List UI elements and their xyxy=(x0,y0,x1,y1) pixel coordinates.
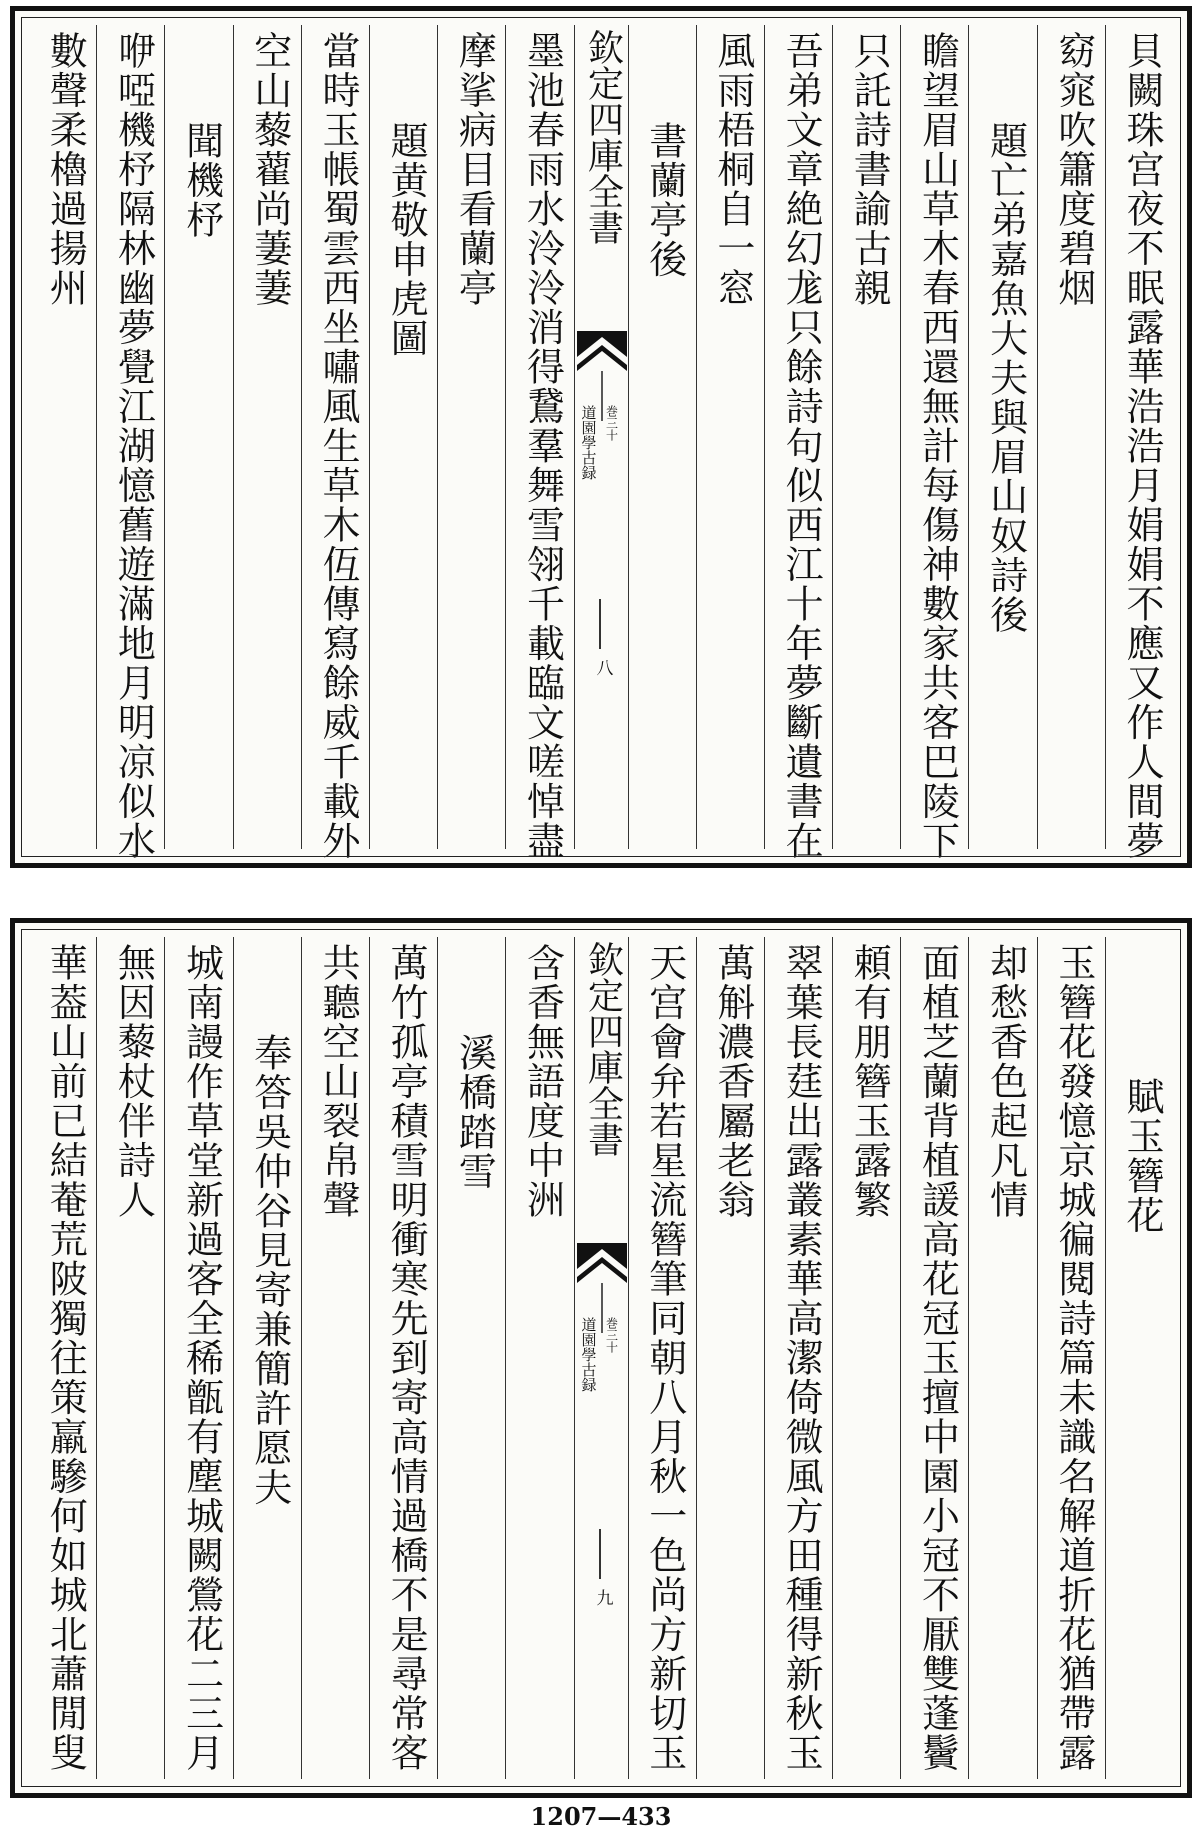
poem-line: 墨池春雨水泠泠消得鵞羣舞雪翎千載臨文嗟悼盡 xyxy=(520,31,565,861)
center-book-title: 欽定四庫全書 xyxy=(582,941,624,1157)
text-column xyxy=(628,937,696,1779)
text-column xyxy=(832,25,900,849)
text-column xyxy=(29,937,96,1779)
poem-line: 瞻望眉山草木春西還無計每傷神數家共客巴陵下 xyxy=(915,31,960,861)
poem-line: 萬斛濃香屬老翁 xyxy=(710,943,755,1220)
text-column xyxy=(1105,937,1173,1779)
poem-title: 書蘭亭後 xyxy=(642,121,687,279)
text-column xyxy=(164,25,232,849)
poem-line: 咿啞機杼隔林幽夢覺江湖憶舊遊滿地月明凉似水 xyxy=(111,31,156,861)
text-column xyxy=(628,25,696,849)
poem-title: 溪橋踏雪 xyxy=(452,1033,497,1191)
text-column xyxy=(505,25,573,861)
poem-line: 貝闕珠宫夜不眠露華浩浩月娟娟不應又作人間夢 xyxy=(1120,31,1164,861)
text-column xyxy=(1105,25,1173,861)
poem-line: 風雨梧桐自一窓 xyxy=(710,31,755,308)
text-column xyxy=(968,25,1036,849)
text-column xyxy=(696,937,764,1779)
poem-line: 只託詩書諭古親 xyxy=(847,31,892,308)
juan-number: 巻三十 xyxy=(604,405,619,441)
text-column xyxy=(301,937,369,1779)
poem-line: 摩挲病目看蘭亭 xyxy=(452,31,497,308)
text-column xyxy=(764,937,832,1779)
text-column xyxy=(1037,25,1105,849)
running-title: 道園學古録 xyxy=(579,1317,598,1392)
text-column xyxy=(233,937,301,1779)
page-number: 1207—433 xyxy=(530,1802,672,1831)
poem-line: 翠葉長莛出露叢素華高潔倚微風方田種得新秋玉 xyxy=(779,943,824,1773)
poem-line: 窈窕吹簫度碧烟 xyxy=(1051,31,1096,308)
poem-title: 賦玉簪花 xyxy=(1120,1077,1164,1235)
text-column xyxy=(369,937,437,1779)
poem-title: 題亡弟嘉魚大夫與眉山奴詩後 xyxy=(983,121,1028,635)
text-column xyxy=(96,25,164,861)
folio-number: 八 xyxy=(592,659,613,676)
text-column xyxy=(764,25,832,861)
poem-line: 當時玉帳蜀雲西坐嘯風生草木仾傳寫餘威千載外 xyxy=(315,31,360,861)
text-column xyxy=(29,25,96,849)
text-column xyxy=(832,937,900,1779)
bottom-columns xyxy=(29,937,1173,1779)
poem-line: 吾弟文章絶幻尨只餘詩句似西江十年夢斷遺書在 xyxy=(779,31,824,861)
text-column xyxy=(437,937,505,1779)
poem-line: 華葢山前已結菴荒陂獨往策羸驂何如城北蕭閒叟 xyxy=(43,943,88,1773)
text-column xyxy=(301,25,369,861)
text-column xyxy=(696,25,764,849)
poem-line: 無因藜杖伴詩人 xyxy=(111,943,156,1220)
poem-line: 含香無語度中洲 xyxy=(520,943,565,1220)
poem-line: 天宫會弁若星流簪筆同朝八月秋一色尚方新切玉 xyxy=(642,943,687,1773)
poem-line: 城南謾作草堂新過客全稀甑有塵城闕鶯花二三月 xyxy=(179,943,224,1773)
text-column xyxy=(369,25,437,849)
poem-line: 空山藜藋尚萋萋 xyxy=(247,31,292,308)
bottom-page xyxy=(10,918,1192,1798)
text-column xyxy=(437,25,505,849)
text-column xyxy=(164,937,232,1779)
center-fold-column xyxy=(574,25,628,849)
text-column xyxy=(96,937,164,1779)
text-column xyxy=(900,937,968,1779)
poem-line: 數聲柔櫓過揚州 xyxy=(43,31,88,308)
folio-number: 九 xyxy=(592,1589,613,1606)
poem-line: 萬竹孤亭積雪明衝寒先到寄高情過橋不是尋常客 xyxy=(384,943,429,1773)
folio-rule xyxy=(599,599,601,649)
text-column xyxy=(505,937,573,1779)
poem-line: 頼有朋簪玉露繁 xyxy=(847,943,892,1220)
center-book-title: 欽定四庫全書 xyxy=(582,29,624,245)
poem-line: 却愁香色起凡情 xyxy=(983,943,1028,1220)
text-column xyxy=(1037,937,1105,1779)
poem-line: 面植芝蘭背植諼高花冠玉擅中園小冠不厭雙蓬鬢 xyxy=(915,943,960,1773)
text-column xyxy=(968,937,1036,1779)
poem-line: 玉簪花發憶京城徧閱詩篇未識名解道折花猶帶露 xyxy=(1051,943,1096,1773)
text-column xyxy=(900,25,968,861)
poem-title: 題黄敬申虎圖 xyxy=(384,121,429,358)
text-column xyxy=(233,25,301,849)
poem-title: 奉答吳仲谷見寄兼簡許愿夫 xyxy=(247,1033,292,1507)
top-page xyxy=(10,6,1192,868)
running-title: 道園學古録 xyxy=(579,405,598,480)
poem-line: 共聽空山裂帛聲 xyxy=(315,943,360,1220)
folio-rule xyxy=(599,1529,601,1579)
poem-title: 聞機杼 xyxy=(179,121,224,240)
top-columns xyxy=(29,25,1173,861)
center-fold-column xyxy=(574,937,628,1779)
juan-number: 巻三十 xyxy=(604,1317,619,1353)
